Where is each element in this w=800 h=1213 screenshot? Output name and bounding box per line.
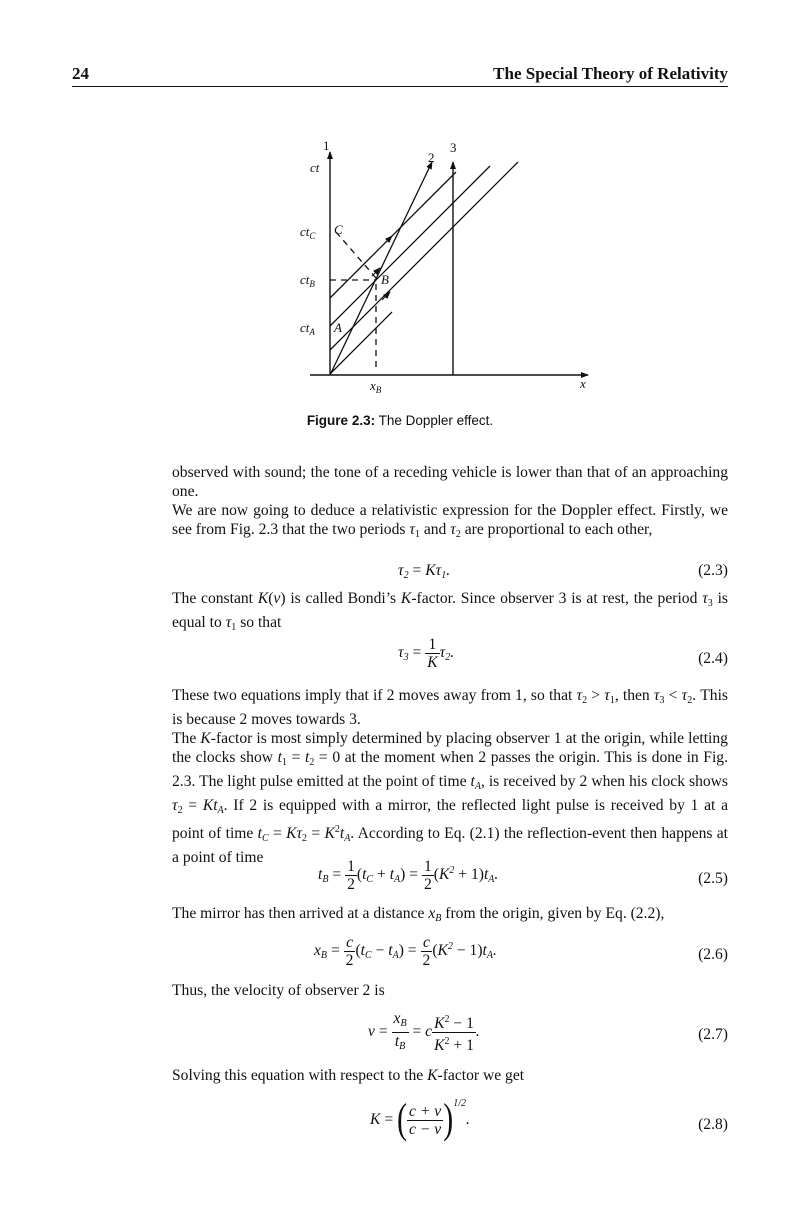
paragraph-7: Thus, the velocity of observer 2 is [172, 982, 385, 999]
observer2-worldline [330, 162, 432, 375]
figure-caption [0, 413, 800, 428]
paragraph-block-6 [172, 1066, 728, 1085]
equation-2-6: $x_B$ = $\frac{c}{2}$ $(t_C - t_A)$ = $\frac{c}{2}$ $(K^2 - 1)t_A$. (2.6) [314, 934, 728, 969]
paragraph-2: We are now going to deduce a relativistic expression for the Doppler effect. Firstly, we see from Fig. 2.3 that the two periods $\tau_1$ and $\tau_2$ are proportional to each other, [172, 502, 728, 540]
label-observer1: 1 [323, 138, 330, 153]
label-x: x [580, 376, 586, 391]
label-ct: ct [310, 160, 320, 175]
equation-2-7: v = $\frac{x_B}{t_B}$ = c $\frac{K^2 - 1}{K^2 + 1}$ . (2.7) [368, 1010, 728, 1054]
label-ctB: $ct_B$ [300, 272, 315, 289]
light-pulse-2 [330, 166, 490, 326]
running-title: The Special Theory of Relativity [493, 64, 728, 83]
caption-label: Figure 2.3: [306, 413, 376, 428]
label-ctC: $ct_C$ [300, 224, 316, 241]
paragraph-8: Solving this equation with respect to the K-factor we get [172, 1067, 525, 1084]
pulse-arrow-1 [384, 236, 392, 244]
equation-2-5: $t_B$ = $\frac{1}{2}$ $(t_C + t_A)$ = $\frac{1}{2}$ $(K^2 + 1)t_A$. (2.5) [318, 858, 728, 893]
paragraph-block-1 [172, 463, 728, 544]
label-point-A: A [334, 320, 342, 335]
running-head [72, 64, 728, 87]
light-pulse-3 [330, 162, 518, 350]
label-observer3: 3 [450, 140, 457, 155]
light-pulse-1 [330, 172, 456, 298]
label-point-C: C [334, 222, 343, 237]
label-observer2: 2 [428, 150, 435, 165]
caption-text: The Doppler effect. [378, 413, 494, 428]
paragraph-5: The K-factor is most simply determined by placing observer 1 at the origin, while letting the clocks show $t_1 = t_2 = 0$ at the moment when 2 passes the origin. This is done in Fig. 2.3. The light pulse emitted at the point of time $t_A$, is received by 2 when his clock shows $\tau_2 = Kt_A$. If 2 is equipped with a mirror, the reflected light pulse is received by 1 at a point of time $t_C = K\tau_2 = K^2t_A$. According to Eq. (2.1) the reflection-event then happens at a point of time [172, 730, 729, 866]
paragraph-3: The constant K(v) is called Bondi’s K-factor. Since observer 3 is at rest, the period $\tau_3$ is equal to $\tau_1$ so that [172, 590, 728, 633]
paragraph-4: These two equations imply that if 2 moves away from 1, so that $\tau_2 > \tau_1$, then $\tau_3 < \tau_2$. This is because 2 moves towards 3. [172, 687, 728, 728]
page-number: 24 [72, 64, 89, 83]
label-point-B: B [381, 272, 389, 287]
label-ctA: $ct_A$ [300, 320, 315, 337]
paragraph-block-5 [172, 981, 728, 1000]
equation-2-4: $\tau_3$ = $\frac{1}{K}$ $\tau_2$. (2.4) [398, 636, 728, 671]
paragraph-block-2 [172, 589, 728, 637]
equation-2-3: $\tau_2 = K\tau_1$. (2.3) [398, 562, 728, 581]
paragraph-block-4 [172, 904, 728, 928]
equation-2-8: K = ( $\frac{c + v}{c - v}$ )$^{1/2}$. (2.8) [370, 1096, 728, 1143]
doppler-spacetime-diagram [296, 138, 596, 398]
paragraph-1: observed with sound; the tone of a receding vehicle is lower than that of an approaching one. [172, 464, 728, 500]
paragraph-6: The mirror has then arrived at a distance $x_B$ from the origin, given by Eq. (2.2), [172, 905, 665, 924]
label-xB: $x_B$ [370, 378, 382, 395]
paragraph-block-3 [172, 686, 728, 867]
